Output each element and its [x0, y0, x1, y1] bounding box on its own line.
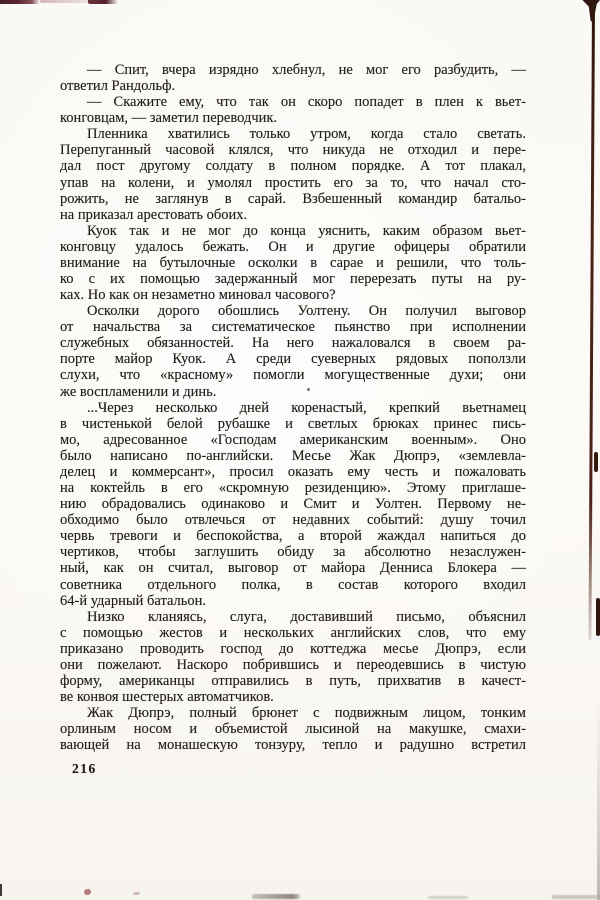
text-line: ках. Но как он незаметно миновал часового?	[60, 287, 336, 304]
text-line: — Скажите ему, что так он скоро попадет в плен к вьет-	[87, 94, 526, 111]
text-line: обходимо было отвлечься от недавних событий: душу точил	[60, 512, 526, 529]
scan-smudge-bottom	[552, 895, 600, 899]
text-line: конговцу удалось бежать. Он и другие офицеры обратили	[60, 238, 526, 255]
text-line: Куок так и не мог до конца уяснить, каким образом вьет-	[87, 222, 526, 239]
text-line: внимание на бутылочные осколки в сарае и решили, что толь-	[60, 254, 526, 271]
scan-stain-top-mid	[88, 0, 118, 4]
scan-stain-top-left-faint	[40, 0, 90, 3]
text-line: ...Через несколько дней коренастый, крепкий вьетнамец	[87, 399, 526, 416]
text-line: ко с их помощью задержанный мог перерезать путы на ру-	[60, 271, 526, 288]
page-edge-blob	[594, 452, 598, 472]
paragraph	[60, 705, 526, 753]
text-line: в чистенькой белой рубашке и светлых брюках принес пись-	[60, 415, 526, 432]
text-line: делец и коммерсант», просил оказать ему честь и пожаловать	[60, 463, 526, 480]
text-line: чертиков, чтобы заглушить обиду за абсолютно незаслужен-	[60, 544, 526, 561]
scan-speck	[0, 884, 2, 896]
scan-smudge-bottom	[428, 896, 468, 899]
text-line: служебных обязанностей. На него нажаловался в своем ра-	[60, 335, 526, 352]
scan-stain-top-right	[582, 0, 600, 22]
paragraph	[60, 126, 526, 222]
paragraph	[60, 223, 526, 303]
page-number: 216	[72, 761, 97, 776]
paragraph	[60, 303, 526, 399]
text-line: форму, американцы отправились в путь, прихватив в качест-	[60, 672, 526, 689]
text-line: вающей на монашескую тонзуру, тепло и радушно встретил	[60, 737, 526, 754]
text-line: мо, адресованное «Господам американским военным». Оно	[60, 431, 526, 448]
text-line: Низко кланяясь, слуга, доставивший письмо, объяснил	[87, 608, 526, 625]
text-line: 64-й ударный батальон.	[60, 592, 206, 609]
text-line: слухи, что «красному» помогли могущественные духи; они	[60, 367, 526, 384]
text-line: с помощью жестов и нескольких английских слов, что ему	[60, 624, 526, 641]
text-line: на приказал арестовать обоих.	[60, 206, 248, 223]
text-line: на коктейль в его «скромную резиденцию». Этому приглаше-	[60, 480, 526, 497]
scan-speck	[133, 892, 140, 895]
text-line: Перепуганный часовой клялся, что никуда не отходил и пере-	[60, 142, 526, 159]
text-block	[60, 62, 526, 753]
text-line: Жак Дюпрэ, полный брюнет с подвижным лицом, тонким	[87, 705, 526, 722]
paragraph	[60, 94, 526, 126]
text-line: нию обрадовались одинаково и Смит и Уолтен. Первому не-	[60, 496, 526, 513]
text-line: — Спит, вчера изрядно хлебнул, не мог его разбудить, —	[87, 62, 526, 78]
text-line: ответил Рандольф.	[60, 78, 176, 95]
page-edge-line	[588, 6, 594, 640]
text-line: приказано проводить господ до коттеджа месье Дюпрэ, если	[60, 640, 526, 657]
paragraph	[60, 62, 526, 94]
text-line: ный, как он считал, выговор от майора Денниса Блокера —	[60, 560, 526, 577]
scan-stain-top-left	[0, 0, 40, 4]
paragraph	[60, 400, 526, 609]
text-line: конговцам, — заметил переводчик.	[60, 110, 278, 127]
text-line: ве конвоя шестерых автоматчиков.	[60, 689, 274, 706]
text-line: дал пост другому солдату в полном порядке. А тот плакал,	[60, 158, 526, 175]
text-line: рожить, не заглянув в сарай. Взбешенный командир батальо-	[60, 190, 526, 207]
scan-speck	[84, 889, 91, 895]
text-line: было написано по-английски. Месье Жак Дюпрэ, «землевла-	[60, 447, 526, 464]
page-edge-blob	[596, 598, 600, 636]
text-line: Пленника хватились только утром, когда стало светать.	[87, 126, 526, 143]
text-line: же воспламенили и динь.	[60, 383, 217, 400]
text-line: орлиным носом и объемистой лысиной на макушке, смахи-	[60, 721, 526, 738]
text-line: от начальства за систематическое пьянство при исполнении	[60, 319, 526, 336]
scan-smudge-bottom	[252, 894, 300, 899]
text-line: советника отдельного полка, в состав которого входил	[60, 576, 526, 593]
text-line: Осколки дорого обошлись Уолтену. Он получил выговор	[87, 303, 526, 320]
text-line: они пожелают. Наскоро побрившись и переодевшись в чистую	[60, 656, 526, 673]
text-line: червь тревоги и беспокойства, а второй жаждал напиться до	[60, 528, 526, 545]
text-line: упав на колени, и умолял простить его за то, что начал сто-	[60, 174, 526, 191]
paragraph	[60, 609, 526, 705]
text-line: порте майор Куок. А среди суеверных рядовых поползли	[60, 351, 526, 368]
